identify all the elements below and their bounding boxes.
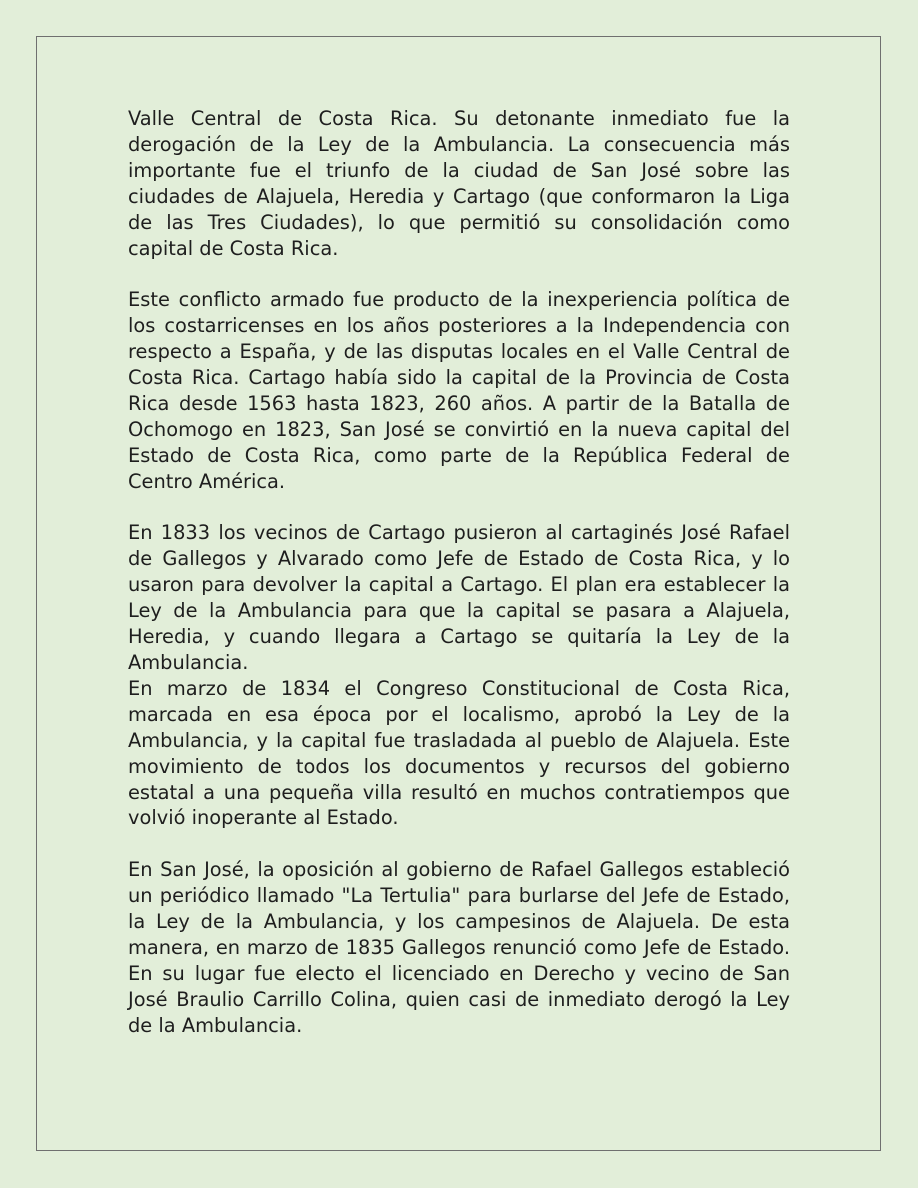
paragraph-3: En 1833 los vecinos de Cartago pusieron al cartaginés José Rafael de Gallegos y Alvarado como Jefe de Estado de Costa Rica, y lo usaron para devolver la capital a Cartago. El plan era establecer la Ley de la Ambulancia para que la capital se pasara a Alajuela, Heredia, y cuando llegara a Cartago se quitaría la Ley de la Ambulancia. <box>128 521 790 674</box>
document-body <box>128 106 790 1039</box>
paragraph-1: Valle Central de Costa Rica. Su detonante inmediato fue la derogación de la Ley de la Ambulancia. La consecuencia más importante fue el triunfo de la ciudad de San José sobre las ciudades de Alajuela, Heredia y Cartago (que conformaron la Liga de las Tres Ciudades), lo que permitió su consolidación como capital de Costa Rica. <box>128 107 790 260</box>
paragraph-5: En San José, la oposición al gobierno de Rafael Gallegos estableció un periódico llamado "La Tertulia" para burlarse del Jefe de Estado, la Ley de la Ambulancia, y los campesinos de Alajuela. De esta manera, en marzo de 1835 Gallegos renunció como Jefe de Estado. En su lugar fue electo el licenciado en Derecho y vecino de San José Braulio Carrillo Colina, quien casi de inmediato derogó la Ley de la Ambulancia. <box>128 858 790 1037</box>
paragraph-2: Este conflicto armado fue producto de la inexperiencia política de los costarricenses en los años posteriores a la Independencia con respecto a España, y de las disputas locales en el Valle Central de Costa Rica. Cartago había sido la capital de la Provincia de Costa Rica desde 1563 hasta 1823, 260 años. A partir de la Batalla de Ochomogo en 1823, San José se convirtió en la nueva capital del Estado de Costa Rica, como parte de la República Federal de Centro América. <box>128 288 790 493</box>
paragraph-4: En marzo de 1834 el Congreso Constitucional de Costa Rica, marcada en esa época por el localismo, aprobó la Ley de la Ambulancia, y la capital fue trasladada al pueblo de Alajuela. Este movimiento de todos los documentos y recursos del gobierno estatal a una pequeña villa resultó en muchos contratiempos que volvió inoperante al Estado. <box>128 676 790 830</box>
